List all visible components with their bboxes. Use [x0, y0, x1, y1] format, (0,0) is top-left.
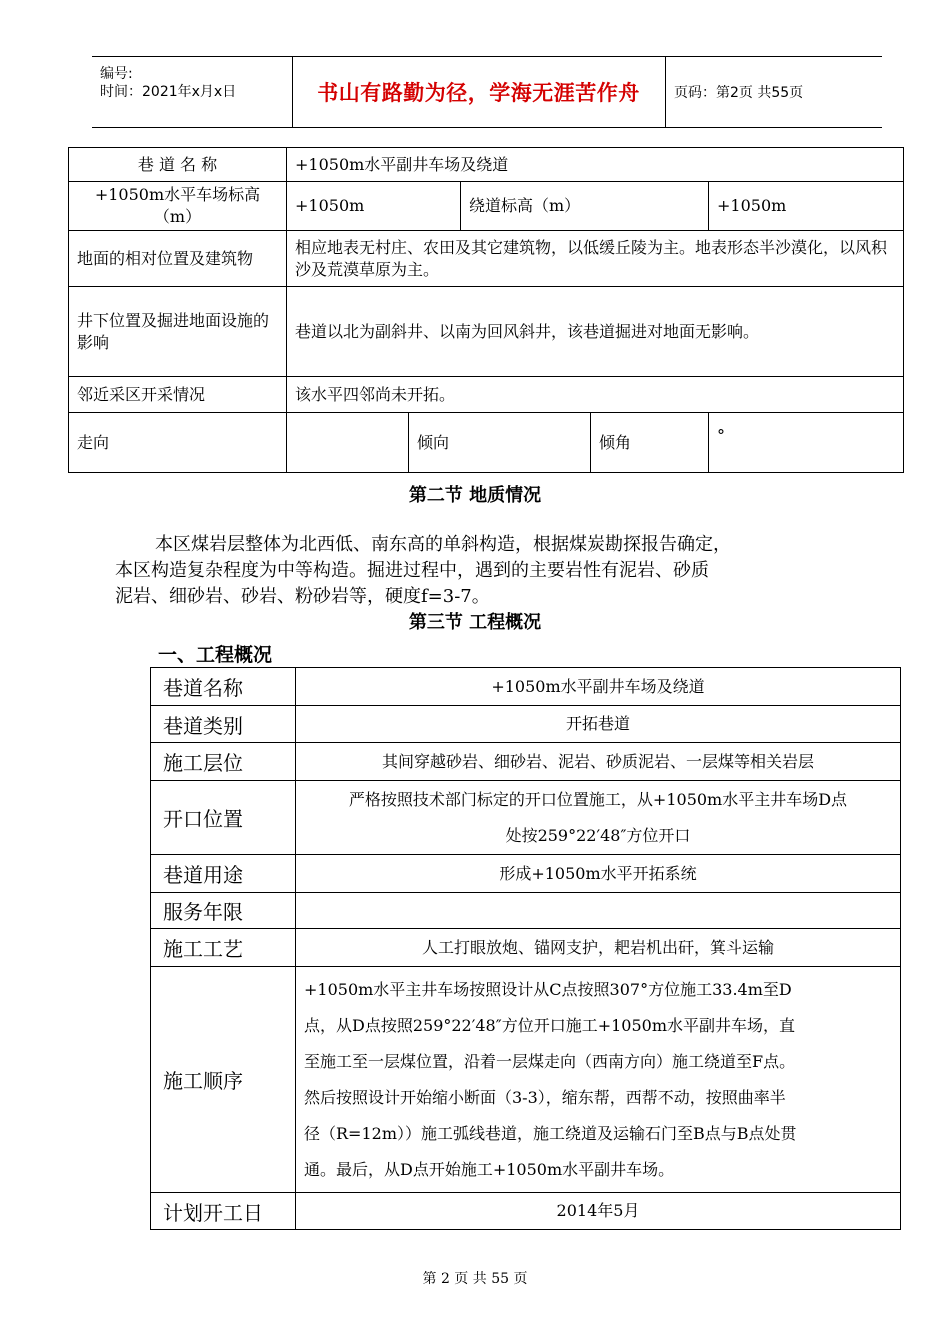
row-label: 施工工艺	[151, 929, 296, 967]
geology-paragraph	[115, 532, 880, 610]
table-row	[69, 377, 904, 413]
surface-label: 地面的相对位置及建筑物	[69, 231, 287, 287]
value-line: 点，从D点按照259°22′48″方位开口施工+1050m水平副井车场，直	[304, 1015, 795, 1035]
table-row	[69, 413, 904, 473]
page-footer: 第 2 页 共 55 页	[422, 1271, 528, 1287]
value-line: 通。最后，从D点开始施工+1050m水平副井车场。	[304, 1159, 675, 1179]
table-row	[151, 743, 901, 781]
header-meta	[92, 57, 293, 127]
row-value: 开拓巷道	[296, 706, 901, 743]
table-row	[69, 287, 904, 377]
table-row	[69, 148, 904, 182]
yard-elevation-label: +1050m水平车场标高（m）	[69, 182, 287, 231]
row-value: 人工打眼放炮、锚网支护，耙岩机出矸，箕斗运输	[296, 929, 901, 967]
page-header	[92, 56, 882, 128]
row-value	[296, 781, 901, 855]
row-label: 巷道用途	[151, 855, 296, 893]
roadway-name-label: 巷 道 名 称	[69, 148, 287, 182]
table-row	[151, 706, 901, 743]
row-value: 形成+1050m水平开拓系统	[296, 855, 901, 893]
section-title-geology: 第二节 地质情况	[408, 485, 542, 506]
row-value: 其间穿越砂岩、细砂岩、泥岩、砂质泥岩、一层煤等相关岩层	[296, 743, 901, 781]
table-row	[69, 231, 904, 287]
row-value: 2014年5月	[296, 1193, 901, 1230]
table-row	[151, 893, 901, 929]
paragraph-line: 本区煤岩层整体为北西低、南东高的单斜构造，根据煤炭勘探报告确定，	[155, 534, 731, 555]
value-line: 至施工至一层煤位置，沿着一层煤走向（西南方向）施工绕道至F点。	[304, 1051, 796, 1071]
paragraph-line: 本区构造复杂程度为中等构造。掘进过程中，遇到的主要岩性有泥岩、砂质	[115, 560, 709, 581]
paragraph-line: 泥岩、细砂岩、砂岩、粉砂岩等，硬度f=3-7。	[115, 586, 490, 607]
table-row	[151, 855, 901, 893]
row-value: +1050m水平副井车场及绕道	[296, 668, 901, 706]
row-label: 服务年限	[151, 893, 296, 929]
underground-label: 井下位置及掘进地面设施的影响	[69, 287, 287, 377]
strike-value	[287, 413, 409, 473]
value-line: 处按259°22′48″方位开口	[505, 825, 691, 845]
table-row	[151, 967, 901, 1193]
strike-label: 走向	[69, 413, 287, 473]
value-line: 然后按照设计开始缩小断面（3-3），缩东帮，西帮不动，按照曲率半	[304, 1087, 786, 1107]
subsection-title: 一、工程概况	[158, 644, 273, 666]
row-value	[296, 967, 901, 1193]
value-line: 严格按照技术部门标定的开口位置施工，从+1050m水平主井车场D点	[348, 789, 848, 809]
table-row	[151, 1193, 901, 1230]
nearby-label: 邻近采区开采情况	[69, 377, 287, 413]
nearby-value: 该水平四邻尚未开拓。	[287, 377, 904, 413]
value-line: 径（R=12m））施工弧线巷道，施工绕道及运输石门至B点与B点处贯	[304, 1123, 797, 1143]
roadway-info-table	[68, 147, 904, 473]
table-row	[69, 182, 904, 231]
table-row	[151, 929, 901, 967]
row-value	[296, 893, 901, 929]
table-row	[151, 668, 901, 706]
section-title-overview: 第三节 工程概况	[408, 612, 542, 633]
row-label: 巷道类别	[151, 706, 296, 743]
number-label: 编号:	[100, 66, 133, 82]
yard-elevation-value: +1050m	[287, 182, 461, 231]
bypass-elevation-value: +1050m	[709, 182, 904, 231]
angle-value: °	[709, 413, 904, 473]
value-line: +1050m水平主井车场按照设计从C点按照307°方位施工33.4m至D	[304, 979, 792, 999]
page-code: 页码：第2页 共55页	[674, 85, 804, 101]
row-label: 施工层位	[151, 743, 296, 781]
surface-value: 相应地表无村庄、农田及其它建筑物，以低缓丘陵为主。地表形态半沙漠化，以风积沙及荒漠草原为主。	[287, 231, 904, 287]
project-overview-table	[150, 667, 901, 1230]
row-label: 巷道名称	[151, 668, 296, 706]
underground-value: 巷道以北为副斜井、以南为回风斜井，该巷道掘进对地面无影响。	[287, 287, 904, 377]
roadway-name-value: +1050m水平副井车场及绕道	[287, 148, 904, 182]
dip-label: 倾向	[409, 413, 591, 473]
table-row	[151, 781, 901, 855]
motto: 书山有路勤为径，学海无涯苦作舟	[317, 81, 640, 105]
header-motto-cell	[292, 57, 666, 127]
angle-label: 倾角	[591, 413, 709, 473]
bypass-elevation-label: 绕道标高（m）	[461, 182, 709, 231]
row-label: 施工顺序	[151, 967, 296, 1193]
row-label: 开口位置	[151, 781, 296, 855]
time-label: 时间：2021年x月x日	[100, 84, 237, 100]
row-label: 计划开工日	[151, 1193, 296, 1230]
